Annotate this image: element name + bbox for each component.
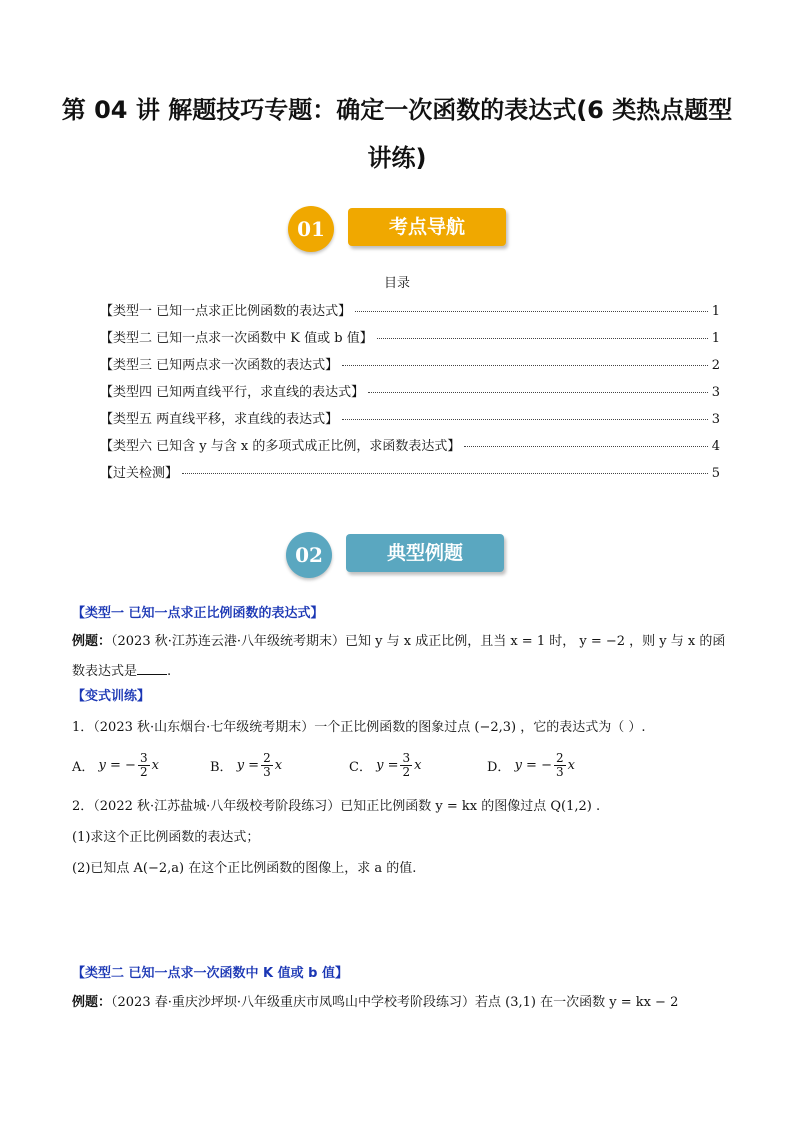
section-number: 02 bbox=[286, 532, 332, 578]
type1-example-cont bbox=[72, 660, 171, 679]
toc-leader bbox=[355, 310, 708, 312]
choice-var: x bbox=[274, 758, 283, 773]
toc-item-page: 4 bbox=[711, 439, 720, 454]
choice-letter: C． bbox=[349, 760, 372, 775]
numerator: 3 bbox=[139, 751, 148, 765]
denominator: 2 bbox=[139, 765, 148, 779]
choice-c bbox=[349, 752, 421, 779]
toc-item-page: 1 bbox=[711, 331, 720, 346]
toc-item-page: 1 bbox=[711, 304, 720, 319]
choice-b bbox=[210, 752, 282, 779]
toc-item-page: 5 bbox=[711, 466, 720, 481]
section-label: 考点导航 bbox=[348, 208, 506, 246]
denominator: 3 bbox=[555, 765, 564, 779]
toc-item[interactable] bbox=[100, 408, 720, 426]
toc-item-label: 【类型四 已知两直线平行，求直线的表达式】 bbox=[100, 385, 365, 400]
numerator: 2 bbox=[263, 751, 271, 765]
denominator: 3 bbox=[263, 765, 271, 779]
choice-lhs: y = bbox=[236, 758, 260, 773]
section-number: 01 bbox=[288, 206, 334, 252]
fraction bbox=[261, 752, 273, 779]
example-text: （2023 春·重庆沙坪坝·八年级重庆市凤鸣山中学校考阶段练习）若点 (3,1) 在一次函数 y = kx − 2 bbox=[111, 995, 679, 1010]
question-2-part-1: (1)求这个正比例函数的表达式； bbox=[72, 830, 260, 845]
toc-item[interactable] bbox=[100, 354, 720, 372]
fraction bbox=[400, 752, 412, 779]
toc-leader bbox=[342, 364, 708, 366]
toc-heading: 目录 bbox=[383, 276, 410, 291]
toc-item-label: 【类型二 已知一点求一次函数中 K 值或 b 值】 bbox=[100, 331, 373, 346]
fraction bbox=[554, 752, 566, 779]
numerator: 3 bbox=[402, 751, 411, 765]
choice-lhs: y = − bbox=[514, 758, 552, 773]
type1-example bbox=[72, 630, 725, 649]
example-label: 例题： bbox=[72, 634, 112, 649]
section-label: 典型例题 bbox=[346, 534, 504, 572]
choice-letter: B． bbox=[210, 760, 233, 775]
toc-item-page: 3 bbox=[711, 385, 720, 400]
toc-leader bbox=[342, 418, 708, 420]
toc-item-label: 【类型一 已知一点求正比例函数的表达式】 bbox=[100, 304, 352, 319]
question-2-part-2: (2)已知点 A(−2,a) 在这个正比例函数的图像上，求 a 的值. bbox=[72, 861, 417, 876]
toc-item[interactable] bbox=[100, 327, 720, 345]
type2-example bbox=[72, 991, 678, 1010]
example-text: （2023 秋·江苏连云港·八年级统考期末）已知 y 与 x 成正比例，且当 x = 1 时， y = −2 ，则 y 与 x 的函 bbox=[111, 634, 726, 649]
toc-item[interactable] bbox=[100, 435, 720, 453]
variant-heading: 【变式训练】 bbox=[72, 689, 151, 704]
example-text-cont: 数表达式是 bbox=[72, 664, 138, 679]
toc-leader bbox=[464, 445, 707, 447]
question-2: 2．（2022 秋·江苏盐城·八年级校考阶段练习）已知正比例函数 y = kx 的图像过点 Q(1,2) . bbox=[72, 799, 601, 814]
choice-lhs: y = − bbox=[98, 758, 136, 773]
page-title-line-2: 讲练) bbox=[367, 144, 427, 172]
page-title-line-1: 第 04 讲 解题技巧专题：确定一次函数的表达式(6 类热点题型 bbox=[61, 96, 733, 124]
choice-letter: D． bbox=[487, 760, 511, 775]
toc-item-label: 【过关检测】 bbox=[100, 466, 179, 481]
choice-var: x bbox=[567, 758, 575, 773]
toc-item[interactable] bbox=[100, 381, 720, 399]
choice-var: x bbox=[151, 758, 159, 773]
section-badge-examples bbox=[286, 532, 506, 576]
toc-item-page: 3 bbox=[711, 412, 720, 427]
section-badge-navigation bbox=[288, 206, 508, 250]
toc-item-page: 2 bbox=[711, 358, 720, 373]
choice-a bbox=[72, 752, 159, 779]
choice-var: x bbox=[414, 758, 422, 773]
toc-leader bbox=[377, 337, 708, 339]
numerator: 2 bbox=[555, 751, 564, 765]
choice-letter: A． bbox=[72, 760, 95, 775]
fraction bbox=[138, 752, 150, 779]
example-label: 例题： bbox=[72, 995, 112, 1010]
example-end: . bbox=[167, 664, 172, 679]
toc-item-label: 【类型六 已知含 y 与含 x 的多项式成正比例，求函数表达式】 bbox=[100, 439, 461, 454]
toc-item[interactable] bbox=[100, 462, 720, 480]
denominator: 2 bbox=[402, 765, 411, 779]
type2-heading: 【类型二 已知一点求一次函数中 K 值或 b 值】 bbox=[72, 966, 349, 981]
toc-item[interactable] bbox=[100, 300, 720, 318]
toc-item-label: 【类型五 两直线平移，求直线的表达式】 bbox=[100, 412, 339, 427]
choice-d bbox=[487, 752, 575, 779]
toc-leader bbox=[368, 391, 708, 393]
choice-lhs: y = bbox=[376, 758, 399, 773]
question-1: 1．（2023 秋·山东烟台·七年级统考期末）一个正比例函数的图象过点 (−2,3) ，它的表达式为（ ）. bbox=[72, 720, 646, 735]
toc-leader bbox=[182, 472, 708, 474]
type1-heading: 【类型一 已知一点求正比例函数的表达式】 bbox=[72, 606, 324, 621]
answer-blank bbox=[137, 662, 167, 675]
toc-item-label: 【类型三 已知两点求一次函数的表达式】 bbox=[100, 358, 339, 373]
